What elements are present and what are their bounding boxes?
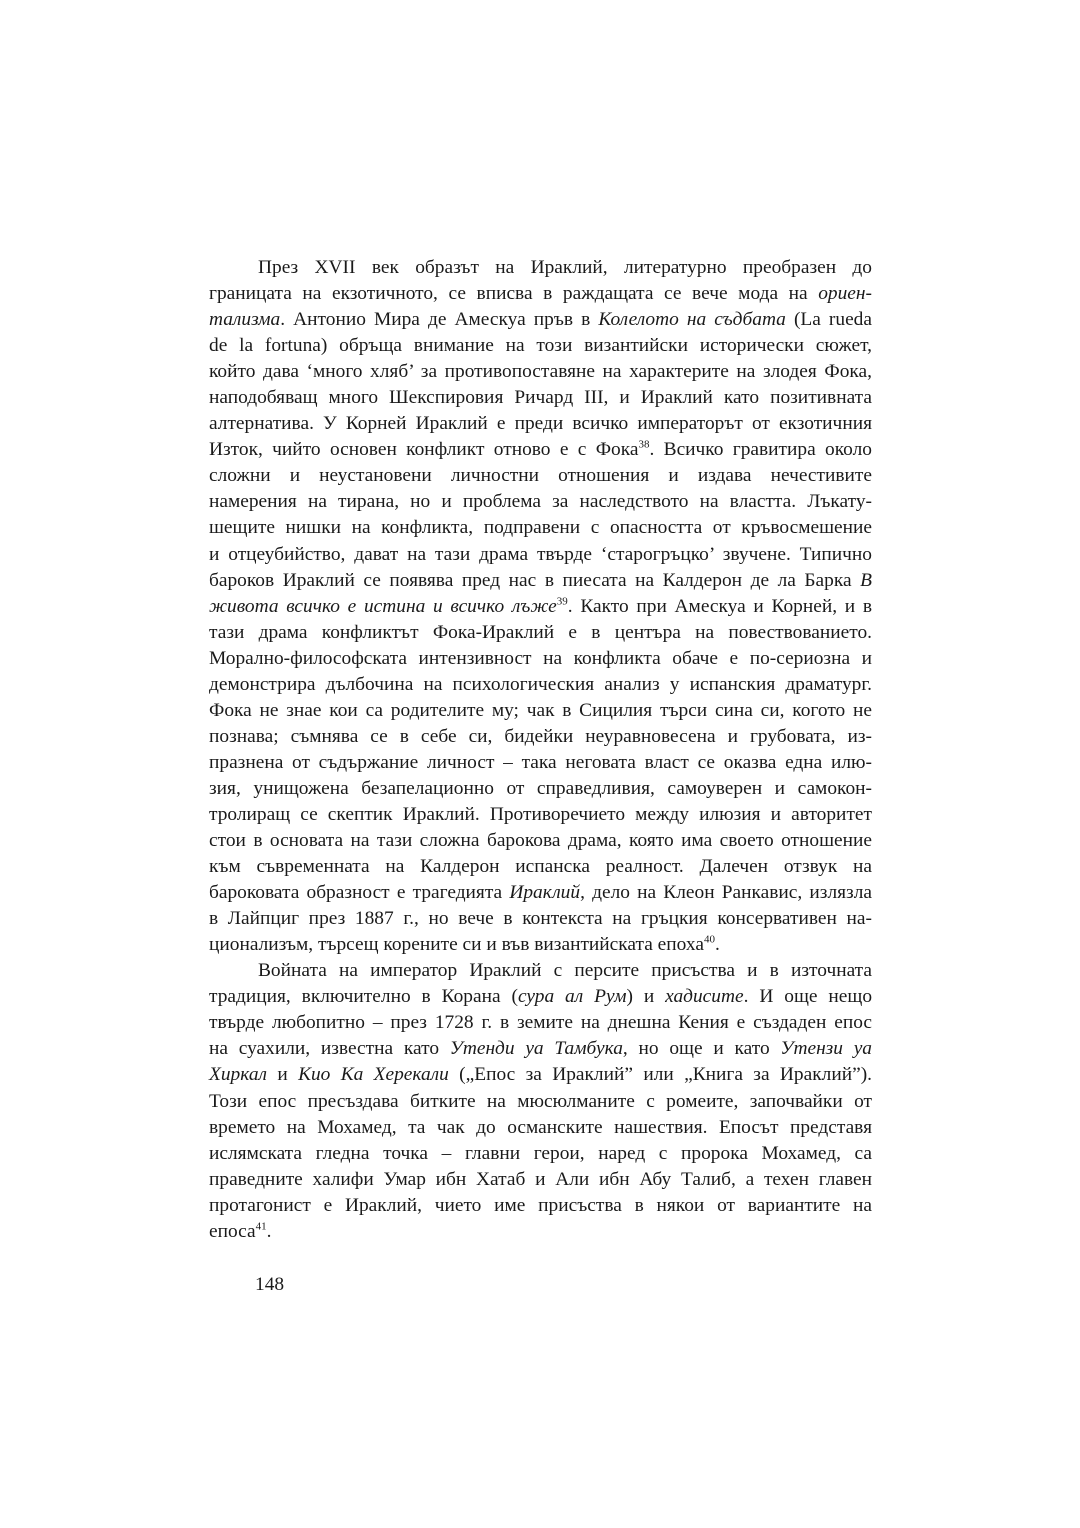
text-run: . Антонио Мира де Амескуа пръв в (280, 309, 599, 331)
text-run: границата на екзотичното, се вписва в раждащата се вече мода на (209, 283, 819, 305)
italic-run: хадисите (665, 986, 744, 1008)
text-line: сложни и неустановени личностни отношения и издава нечестивите (209, 465, 872, 487)
text-line: към съвременната на Калдерон испанска реалност. Далечен отзвук на (209, 856, 872, 878)
text-line: тази драма конфликтът Фока-Ираклий е в центъра на повествованието. (209, 621, 872, 643)
text-run: бароков Ираклий се появява пред нас в пиесата на Калдерон де ла Барка (209, 569, 861, 591)
text-line (209, 307, 872, 333)
text-run: традиция, включително в Корана ( (209, 986, 518, 1008)
text-line: протагонист е Ираклий, чието име присъства в някои от вариантите на (209, 1194, 872, 1216)
text-run: („Епос за Ираклий” или „Книга за Ираклий”). (448, 1064, 872, 1086)
text-run: Изток, чийто основен конфликт отново е с Фока (209, 439, 639, 461)
paragraph-1 (209, 255, 872, 958)
text-line: намерения на тирана, но и проблема за наследството на властта. Лъкату- (209, 491, 872, 513)
text-line: През XVII век образът на Ираклий, литературно преобразен до (258, 257, 872, 278)
italic-title: Ираклий (509, 882, 581, 904)
text-line: демонстрира дълбочина на психологическия анализ у испанския драматург. (209, 673, 872, 695)
italic-title: Хиркал (209, 1064, 267, 1086)
text-line (209, 281, 872, 307)
text-run: бароковата образност е трагедията (209, 882, 510, 904)
text-line (209, 1062, 872, 1088)
text-line: Морално-философската интензивност на конфликта обаче е по-сериозна и (209, 647, 872, 669)
text-line (209, 437, 872, 463)
text-run: . И още нещо (743, 986, 873, 1008)
page-number: 148 (255, 1274, 285, 1295)
text-line: който дава ‘много хляб’ за противопоставяне на характерите на злодея Фока, (209, 361, 872, 383)
text-line: Войната на император Ираклий с персите присъства и в източната (258, 960, 872, 982)
text-line: алтернатива. У Корней Ираклий е преди всичко императорът от екзотичния (209, 413, 872, 435)
text-line: праведните халифи Умар ибн Хатаб и Али ибн Абу Талиб, а техен главен (209, 1168, 872, 1190)
text-line: ислямската гледна точка – главни герои, наред с пророка Мохамед, са (209, 1142, 872, 1164)
text-line (209, 594, 872, 620)
text-line: и отцеубийство, дават на тази драма твърде ‘старогръцко’ звучене. Типично (209, 543, 872, 565)
paragraph-2 (209, 958, 872, 1245)
text-line: Фока не знае кои са родителите му; чак в Сицилия търси сина си, когото не (209, 699, 872, 721)
italic-title: Кио Ка Херекали (298, 1064, 449, 1086)
footnote-ref: 39 (556, 595, 568, 608)
text-line: познава; съмнява се в себе си, бидейки неуравновесена и грубовата, из- (209, 725, 872, 747)
footnote-ref: 41 (255, 1220, 267, 1233)
text-line: наподобяващ много Шекспировия Ричард III, и Ираклий като позитивната (209, 387, 872, 409)
text-run: . (266, 1220, 272, 1242)
text-line (209, 1036, 872, 1062)
text-run: и (266, 1064, 299, 1086)
text-line: стои в основата на тази сложна барокова драма, която има своето отношение (209, 830, 872, 852)
text-run: (La rueda (785, 309, 872, 331)
text-run: ционализъм, търсещ корените си и във византийската епоха (209, 934, 704, 956)
italic-run: В (860, 569, 872, 591)
footnote-ref: 38 (638, 438, 650, 451)
text-line: времето на Мохамед, та чак до османските нашествия. Епосът представя (209, 1116, 872, 1138)
text-line: в Лайпциг през 1887 г., но вече в контекста на гръцкия консервативен на- (209, 908, 872, 930)
italic-run: ориен- (818, 283, 872, 305)
footnote-ref: 40 (703, 933, 715, 946)
italic-title: живота всичко е истина и всичко лъже (209, 595, 557, 617)
text-run: . Както при Амескуа и Корней, и в (567, 595, 872, 617)
text-run: епоса (209, 1220, 256, 1242)
italic-title: Утензи уа (780, 1038, 873, 1060)
text-run: . (714, 934, 720, 956)
text-line: Този епос пресъздава битките на мюсюлманите с ромеите, започвайки от (209, 1090, 872, 1112)
text-line: шещите нишки на конфликта, подправени с опасността от кръвосмешение (209, 517, 872, 539)
text-line: твърде любопитно – през 1728 г. в земите на днешна Кения е създаден епос (209, 1012, 872, 1034)
text-line (209, 984, 872, 1010)
text-line (209, 932, 872, 958)
text-line: de la fortuna) обръща внимание на този византийски исторически сюжет, (209, 335, 872, 357)
text-run: , дело на Клеон Ранкавис, излязла (580, 882, 873, 904)
italic-title: Утенди уа Тамбука (449, 1038, 623, 1060)
italic-run: тализма (209, 309, 281, 331)
text-line (209, 880, 872, 906)
italic-run: сура ал Рум (517, 986, 627, 1008)
text-line: тролиращ се скептик Ираклий. Противоречието между илюзия и авторитет (209, 803, 872, 825)
italic-title: Колелото на съдбата (598, 309, 786, 331)
text-line (209, 568, 872, 594)
text-line (209, 1219, 872, 1245)
text-line: празнена от съдържание личност – така неговата власт се оказва една илю- (209, 751, 872, 773)
text-line: зия, унищожена безапелационно от справедливия, самоуверен и самокон- (209, 777, 872, 799)
text-run: . Всичко гравитира около (649, 439, 872, 461)
text-run: ) и (626, 986, 666, 1008)
text-run: на суахили, известна като (209, 1038, 450, 1060)
body-text (209, 255, 872, 1245)
text-run: , но още и като (622, 1038, 781, 1060)
